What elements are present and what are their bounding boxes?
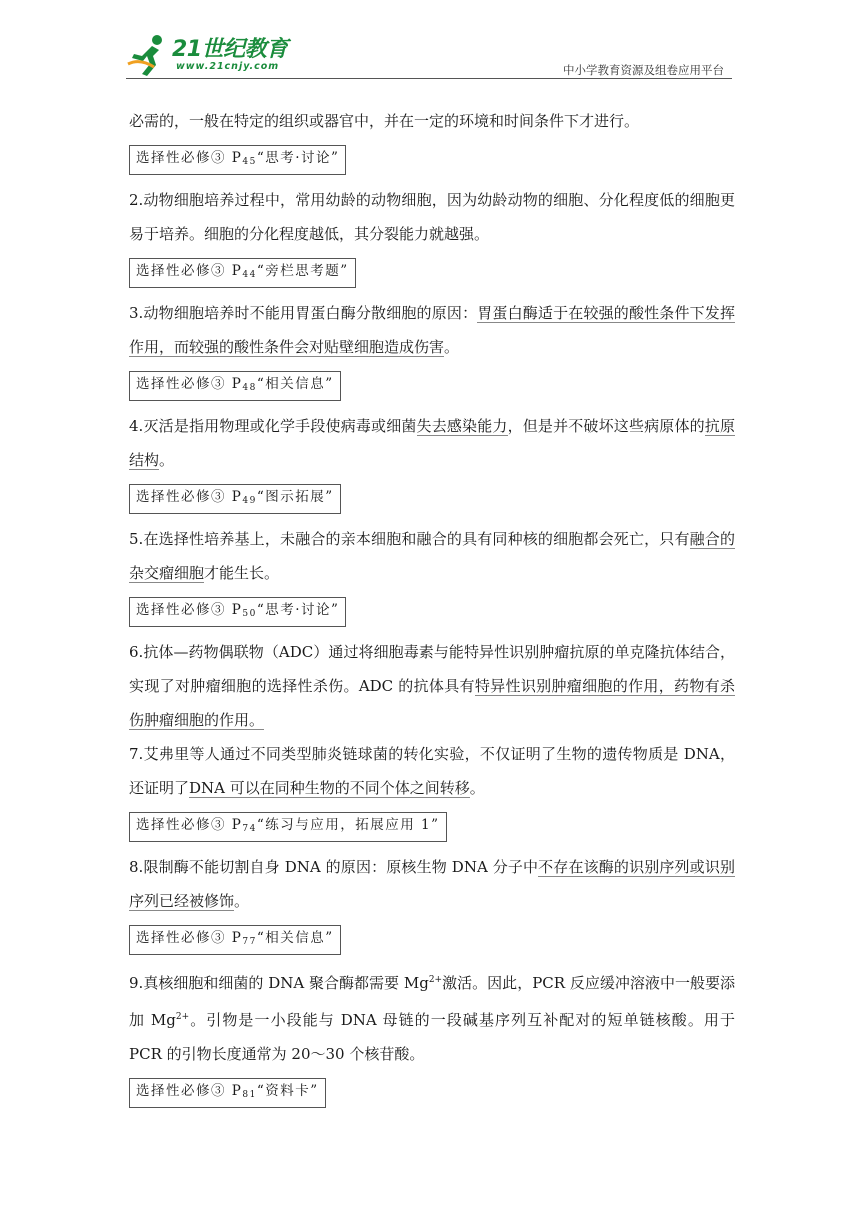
logo-url: www.21cnjy.com [176,61,280,72]
paragraph-9: 9.真核细胞和细菌的 DNA 聚合酶都需要 $Mg^{2+}$激活。因此，PCR 反应缓冲溶液中一般要添加 $Mg^{2+}$。引物是一小段能与 DNA 母链的一段碱基序列互补配对的短单链核酸。用于 PCR 的引物长度通常为 20～30 个核苷酸。 [129,974,736,1063]
logo-text: 21世纪教育 [172,37,288,62]
underlined-answer: 抗原结构 [129,417,735,469]
underlined-answer: DNA 可以在同种生物的不同个体之间转移 [189,779,470,797]
reference-tag: 选择性必修③ $P_{45}“$思考·讨论” [129,145,346,175]
underlined-answer: 特异性识别肿瘤细胞的作用，药物有杀伤肿瘤细胞的作用。 [129,677,735,729]
reference-tag: 选择性必修③ $P_{48}“$相关信息” [129,371,341,401]
paragraph-6: 6.抗体—药物偶联物（ADC）通过将细胞毒素与能特异性识别肿瘤抗原的单克隆抗体结合，实现了对肿瘤细胞的选择性杀伤。ADC 的抗体具有特异性识别肿瘤细胞的作用，药物有杀伤肿瘤细胞的作用。 [129,643,735,729]
paragraph-5: 5.在选择性培养基上，未融合的亲本细胞和融合的具有同种核的细胞都会死亡，只有融合的杂交瘤细胞才能生长。 [129,530,735,582]
underlined-answer: 融合的杂交瘤细胞 [129,530,735,582]
reference-tag: 选择性必修③ $P_{74}“$练习与应用，拓展应用 1” [129,812,447,842]
reference-tag: 选择性必修③ $P_{81}“$资料卡” [129,1078,326,1108]
underlined-answer: 失去感染能力 [416,417,508,435]
paragraph-1: 必需的，一般在特定的组织或器官中，并在一定的环境和时间条件下才进行。 [129,112,640,130]
reference-tag: 选择性必修③ $P_{49}“$图示拓展” [129,484,341,514]
paragraph-8: 8.限制酶不能切割自身 DNA 的原因：原核生物 DNA 分子中不存在该酶的识别序列或识别序列已经被修饰。 [129,858,735,910]
runner-logo-icon [126,34,170,76]
paragraph-3: 3.动物细胞培养时不能用胃蛋白酶分散细胞的原因：胃蛋白酶适于在较强的酸性条件下发挥作用，而较强的酸性条件会对贴壁细胞造成伤害。 [129,304,735,356]
reference-tag: 选择性必修③ $P_{50}“$思考·讨论” [129,597,346,627]
underlined-answer: 胃蛋白酶适于在较强的酸性条件下发挥作用，而较强的酸性条件会对贴壁细胞造成伤害 [129,304,735,356]
paragraph-2: 2.动物细胞培养过程中，常用幼龄的动物细胞，因为幼龄动物的细胞、分化程度低的细胞更易于培养。细胞的分化程度越低，其分裂能力就越强。 [129,191,735,243]
site-logo [126,34,291,78]
header-divider [126,78,732,79]
reference-tag: 选择性必修③ $P_{77}“$相关信息” [129,925,341,955]
paragraph-7: 7.艾弗里等人通过不同类型肺炎链球菌的转化实验，不仅证明了生物的遗传物质是 DNA，还证明了DNA 可以在同种生物的不同个体之间转移。 [129,745,735,797]
document-body [129,104,735,1116]
site-description: 中小学教育资源及组卷应用平台 [563,63,724,77]
underlined-answer: 不存在该酶的识别序列或识别序列已经被修饰 [129,858,735,910]
page-header [126,34,732,80]
reference-tag: 选择性必修③ $P_{44}“$旁栏思考题” [129,258,356,288]
paragraph-4: 4.灭活是指用物理或化学手段使病毒或细菌失去感染能力，但是并不破坏这些病原体的抗原结构。 [129,417,735,469]
